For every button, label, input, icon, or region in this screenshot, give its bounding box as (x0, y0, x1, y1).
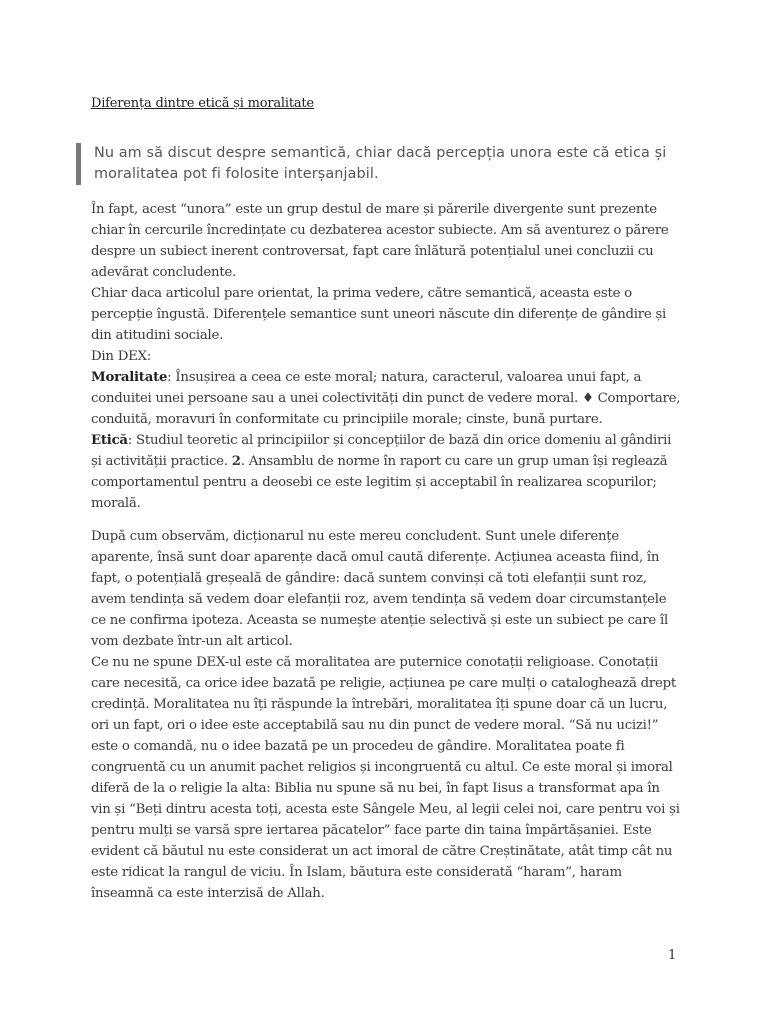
definition-etica (91, 430, 681, 514)
definition-etica-text-b: . Ansamblu de norme în raport cu care un grup uman își reglează comportamentul pentru a deosebi ce este legitim și acceptabil în realizarea scopurilor; morală. (91, 454, 668, 511)
document-title: Diferența dintre etică și moralitate (91, 96, 314, 111)
pull-quote (76, 143, 714, 185)
term-moralitate: Moralitate (91, 370, 168, 385)
paragraph-dictionary: După cum observăm, dicționarul nu este mereu concludent. Sunt unele diferențe aparente, însă sunt doar aparențe dacă omul caută diferențe. Acțiunea aceasta fiind, în fapt, o potențială greșeală de gândire: dacă suntem convinși că toti elefanții sunt roz, avem tendința să vedem doar elefanții roz, avem tendința să vedem doar circumstanțele ce ne confirma ipoteza. Aceasta se numește atenție selectivă și este un subiect pe care îl vom dezbate într-un alt articol. (91, 529, 669, 649)
definition-moralitate (91, 367, 681, 430)
paragraph-intro: În fapt, acest “unora” este un grup destul de mare și părerile divergente sunt prezente chiar în cercurile încredințate cu dezbaterea acestor subiecte. Am să aventurez o părere despre un subiect inerent controversat, fapt care înlătură potențialul unei concluzii cu adevărat concludente. (91, 202, 669, 280)
page-number: 1 (668, 948, 677, 963)
document-body (91, 199, 681, 904)
definition-moralitate-text: : Însușirea a ceea ce este moral; natura, caracterul, valoarea unui fapt, a conduitei unei persoane sau a unei colectivități din punct de vedere moral. ♦ Comportare, conduită, moravuri în conformitate cu principiile morale; cinste, bună purtare. (91, 370, 681, 427)
definition-etica-text-a: : Studiul teoretic al principiilor și concepțiilor de bază din orice domeniu al gândirii și activității practice. (91, 433, 672, 469)
paragraph-religion: Ce nu ne spune DEX-ul este că moralitatea are puternice conotații religioase. Conotații care necesită, ca orice idee bazată pe religie, acțiunea pe care mulți o cataloghează drept credință. Moralitatea nu îți răspunde la întrebări, moralitatea îți spune doar că un lucru, ori un fapt, ori o idee este acceptabilă sau nu din punct de vedere moral. “Să nu ucizi!” este o comandă, nu o idee bazată pe un procedeu de gândire. Moralitatea poate fi congruentă cu un anumit pachet religios și incongruentă cu altul. Ce este moral și imoral diferă de la o religie la alta: Biblia nu spune să nu bei, în fapt Iisus a transformat apa în vin și “Beți dintru acesta toți, acesta este Sângele Meu, al legii celei noi, care pentru voi și pentru mulți se varsă spre iertarea păcatelor” face parte din taina împărtășaniei. Este evident că băutul nu este considerat un act imoral de către Creștinătate, atât timp cât nu este ridicat la rangul de viciu. În Islam, băutura este considerată “haram”, haram înseamnă ca este interzisă de Allah. (91, 655, 680, 901)
pull-quote-text: Nu am să discut despre semantică, chiar dacă percepția unora este că etica și moralitatea pot fi folosite interșanjabil. (94, 145, 667, 182)
definition-etica-number: 2 (231, 454, 241, 469)
paragraph-dex-label: Din DEX: (91, 349, 152, 364)
paragraph-semantics: Chiar daca articolul pare orientat, la prima vedere, către semantică, aceasta este o percepție îngustă. Diferențele semantice sunt uneori născute din diferențe de gândire și din atitudini sociale. (91, 286, 667, 343)
term-etica: Etică (91, 433, 128, 448)
